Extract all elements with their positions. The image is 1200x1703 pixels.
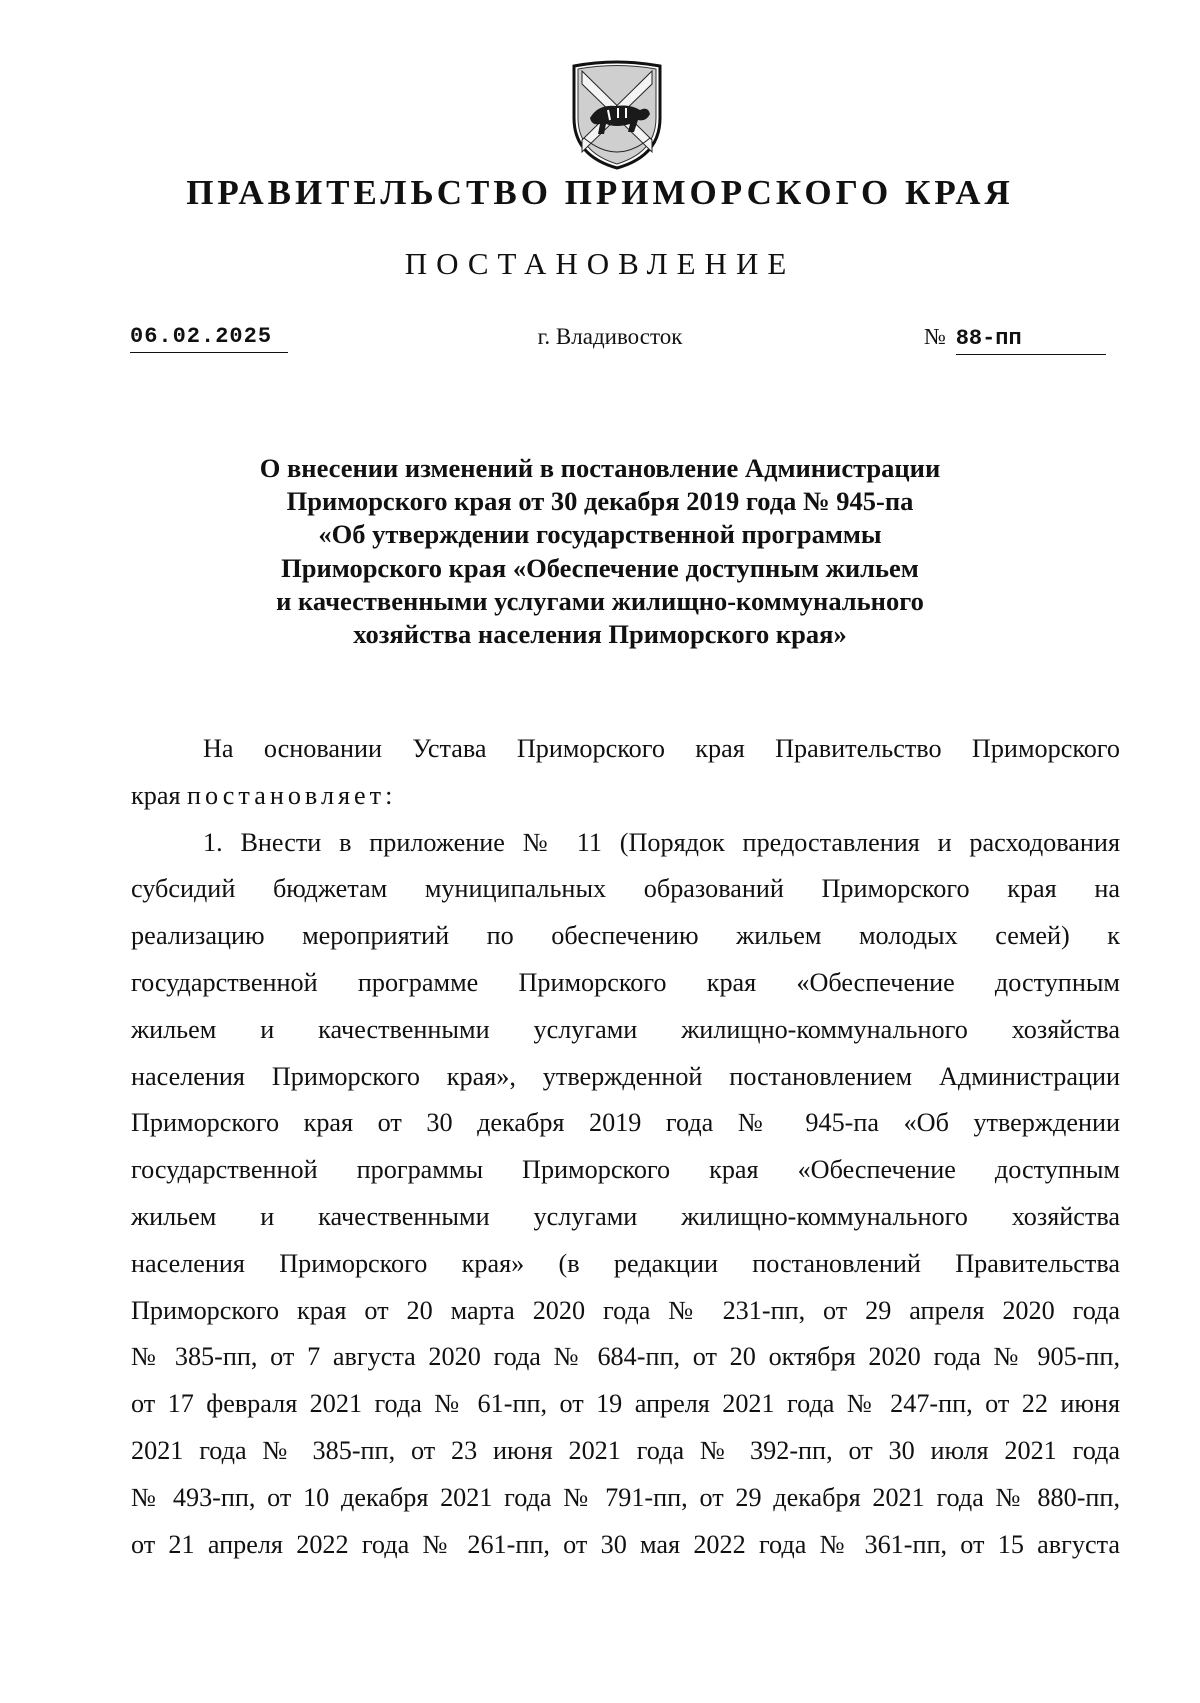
body-line: от 21 апреля 2022 года № 261-пп, от 30 мая 2022 года № 361-пп, от 15 августа — [131, 1529, 1120, 1559]
body-line: 1. Внести в приложение № 11 (Порядок предоставления и расходования — [203, 827, 1120, 857]
government-title: ПРАВИТЕЛЬСТВО ПРИМОРСКОГО КРАЯ — [186, 173, 1014, 212]
body-intro-line: На основании Устава Приморского края Правительство Приморского — [203, 734, 1120, 763]
body-line: государственной программе Приморского края «Обеспечение доступным — [131, 967, 1120, 997]
document-body — [131, 726, 1120, 1568]
body-line: жильем и качественными услугами жилищно-коммунального хозяйства — [131, 1201, 1120, 1231]
body-line: жильем и качественными услугами жилищно-коммунального хозяйства — [131, 1014, 1120, 1044]
body-line: № 493-пп, от 10 декабря 2021 года № 791-пп, от 29 декабря 2021 года № 880-пп, — [131, 1482, 1120, 1512]
document-number-label: № — [924, 324, 946, 349]
document-type-title: ПОСТАНОВЛЕНИЕ — [404, 246, 796, 281]
subject-line: «Об утверждении государственной программы — [318, 519, 882, 550]
body-line: 2021 года № 385-пп, от 23 июня 2021 года № 392-пп, от 30 июля 2021 года — [131, 1435, 1120, 1465]
coat-of-arms-emblem — [568, 56, 666, 172]
body-line: государственной программы Приморского края «Обеспечение доступным — [131, 1155, 1120, 1185]
body-line: от 17 февраля 2021 года № 61-пп, от 19 апреля 2021 года № 247-пп, от 22 июня — [131, 1389, 1120, 1419]
body-line: Приморского края от 30 декабря 2019 года № 945-па «Об утверждении — [131, 1108, 1120, 1138]
subject-line: Приморского края от 30 декабря 2019 года № 945-па — [286, 486, 914, 517]
subject-line: и качественными услугами жилищно-коммунального — [276, 585, 924, 616]
document-subject — [0, 452, 1200, 651]
body-line: субсидий бюджетам муниципальных образований Приморского края на — [131, 874, 1120, 904]
document-date: 06.02.2025 — [130, 322, 288, 353]
body-line: Приморского края от 20 марта 2020 года № 231-пп, от 29 апреля 2020 года — [131, 1295, 1120, 1325]
body-line: населения Приморского края» (в редакции постановлений Правительства — [131, 1248, 1120, 1278]
body-intro-word: края — [131, 780, 181, 810]
body-decree-word: постановляет: — [187, 780, 397, 810]
subject-line: хозяйства населения Приморского края» — [353, 619, 847, 650]
body-line: № 385-пп, от 7 августа 2020 года № 684-пп, от 20 октября 2020 года № 905-пп, — [131, 1342, 1120, 1372]
document-number-field — [924, 322, 1106, 355]
subject-line: Приморского края «Обеспечение доступным жильем — [281, 552, 919, 583]
subject-line: О внесении изменений в постановление Администрации — [259, 453, 941, 483]
document-city: г. Владивосток — [537, 324, 683, 349]
body-line: населения Приморского края», утвержденной постановлением Администрации — [131, 1061, 1120, 1091]
body-line: реализацию мероприятий по обеспечению жильем молодых семей) к — [131, 921, 1120, 951]
body-intro-line-2 — [131, 773, 1120, 820]
document-number: 88-пп — [956, 324, 1106, 355]
